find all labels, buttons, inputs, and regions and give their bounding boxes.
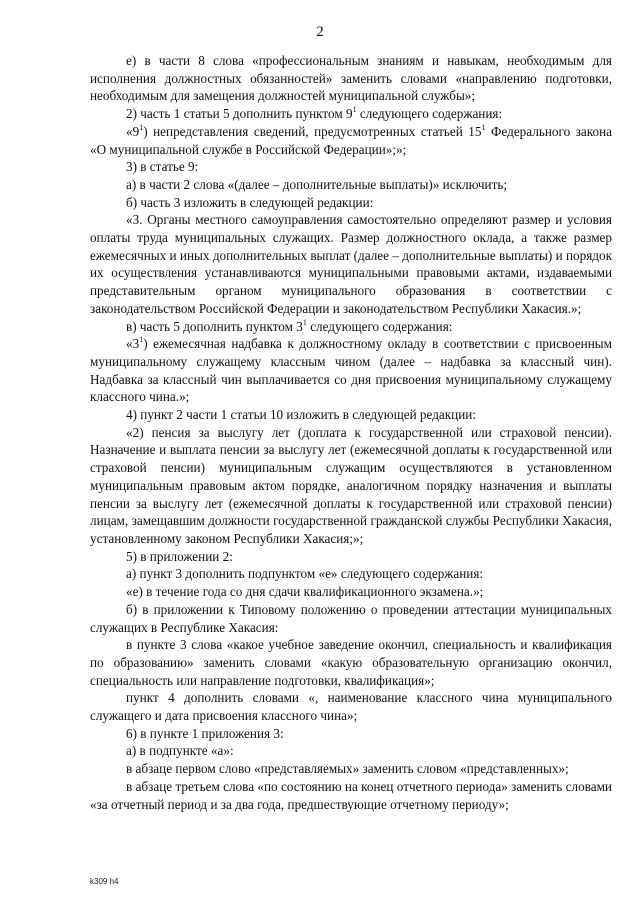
paragraph-first-abzac: в абзаце первом слово «представляемых» заменить словом «представленных»; bbox=[126, 761, 569, 777]
paragraph-point-9-1: «$9^1$) непредставления сведений, предусмотренных статьей $15^1$ Федерального закона «О муниципальной службе в Российской Федерации»;»; bbox=[90, 122, 612, 157]
superscript: 1 bbox=[139, 122, 144, 132]
superscript: 1 bbox=[352, 105, 357, 115]
paragraph-item-4: 4) пункт 2 части 1 статьи 10 изложить в следующей редакции: bbox=[126, 407, 477, 423]
paragraph-item-5: 5) в приложении 2: bbox=[126, 548, 233, 564]
superscript: 1 bbox=[139, 335, 144, 345]
paragraph-point-3-1: «$3^1$) ежемесячная надбавка к должностному окладу в соответствии с присвоенным муниципальному служащему классным чином (далее – надбавка за классный чин). Надбавка за классный чин выплачивается со дня присвоения муниципальному служащему классного чина.»; bbox=[90, 335, 612, 405]
footer-document-code: k309 h4 bbox=[90, 877, 119, 886]
superscript: 1 bbox=[302, 317, 307, 327]
paragraph-item-5a: а) пункт 3 дополнить подпунктом «е» следующего содержания: bbox=[126, 566, 484, 582]
paragraph-part-3-text: «3. Органы местного самоуправления самостоятельно определяют размер и условия оплаты труда муниципальных служащих. Размер должностного оклада, а также размер ежемесячных и иных дополнительных выплат (далее – дополнительные выплаты) и порядок их осуществления устанавливаются муниципальными правовыми актами, издаваемыми представительным органом муниципального образования в соответствии с законодательством Российской Федерации и законодательством Республики Хакасия.»; bbox=[90, 212, 612, 316]
paragraph-point-4-words: пункт 4 дополнить словами «, наименование классного чина муниципального служащего и дата присвоения классного чина»; bbox=[90, 690, 612, 724]
paragraph-point-3-words: в пункте 3 слова «какое учебное заведение окончил, специальность и квалификация по образованию» заменить словами «какую образовательную организацию окончил, специальность или направление подготовки, квалификация»; bbox=[90, 637, 612, 688]
paragraph-item-3a: а) в части 2 слова «(далее – дополнительные выплаты)» исключить; bbox=[126, 176, 508, 192]
paragraph-item-6: 6) в пункте 1 приложения 3: bbox=[126, 725, 284, 741]
paragraph-item-5b: б) в приложении к Типовому положению о проведении аттестации муниципальных служащих в Республике Хакасия: bbox=[90, 601, 612, 635]
document-body bbox=[90, 52, 612, 813]
paragraph-amend-part-8: е) в части 8 слова «профессиональным знаниям и навыкам, необходимым для исполнения должностных обязанностей» заменить словами «направлению подготовки, необходимым для замещения должностей муниципальной службы»; bbox=[90, 53, 612, 104]
paragraph-pension-text: «2) пенсия за выслугу лет (доплата к государственной или страховой пенсии). Назначение и выплата пенсии за выслугу лет (ежемесячной доплаты к государственной или страховой пенсии) муниципальным служащим осуществляются в установленном муниципальным правовым актом порядке, аналогичном порядку назначения и выплаты пенсии за выслугу лет (ежемесячной доплаты к государственной или страховой пенсии) лицам, замещавшим должности государственной гражданской службы Республики Хакасия, установленному законом Республики Хакасия;»; bbox=[90, 424, 612, 546]
paragraph-item-2: 2) часть 1 статьи 5 дополнить пунктом $9^1$ следующего содержания: bbox=[126, 105, 503, 122]
paragraph-item-3: 3) в статье 9: bbox=[126, 159, 199, 175]
paragraph-item-6a: а) в подпункте «а»: bbox=[126, 743, 234, 759]
paragraph-item-3b: б) часть 3 изложить в следующей редакции: bbox=[126, 194, 374, 210]
page-number: 2 bbox=[316, 24, 324, 40]
paragraph-item-3v: в) часть 5 дополнить пунктом $3^1$ следующего содержания: bbox=[126, 317, 453, 334]
superscript: 1 bbox=[481, 122, 486, 132]
paragraph-subpoint-e: «е) в течение года со дня сдачи квалификационного экзамена.»; bbox=[126, 584, 484, 600]
paragraph-third-abzac: в абзаце третьем слова «по состоянию на конец отчетного периода» заменить словами «за отчетный период и за два года, предшествующие отчетному периоду»; bbox=[90, 778, 612, 812]
